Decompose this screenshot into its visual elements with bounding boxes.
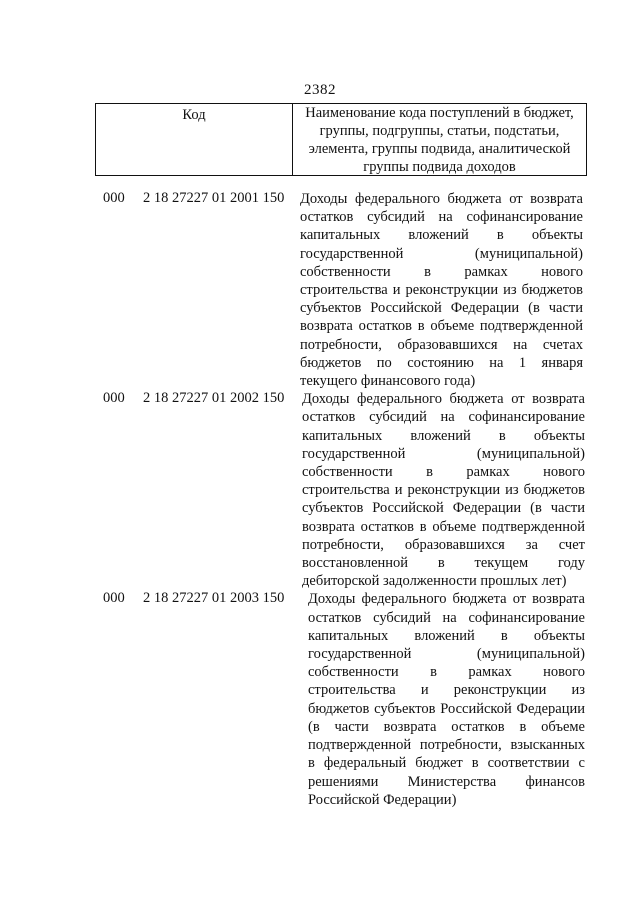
revenue-code: 2 18 27227 01 2003 150 xyxy=(143,590,285,607)
revenue-code: 2 18 27227 01 2002 150 xyxy=(143,390,285,407)
table-row xyxy=(0,390,640,590)
header-name-label: Наименование кода поступлений в бюджет, группы, подгруппы, статьи, подстатьи, элемента, группы подвида, аналитической группы подвида доходов xyxy=(305,105,574,175)
revenue-code: 2 18 27227 01 2001 150 xyxy=(143,190,285,206)
table-row xyxy=(0,590,640,808)
header-code-label: Код xyxy=(96,104,293,175)
table-row xyxy=(0,190,640,390)
page-number: 2382 xyxy=(304,82,336,98)
admin-code: 000 xyxy=(103,390,125,407)
revenue-description: Доходы федерального бюджета от возврата остатков субсидий на софинансирование капитальных вложений в объекты государственной (муниципальной) собственности в рамках нового строительства и реконструкции из бюджетов субъектов Российской Федерации (в части возврата остатков в объеме подтвержденной потребности, взысканных в федеральный бюджет в соответствии с решениями Министерства финансов Российской Федерации) xyxy=(308,591,585,808)
table-body xyxy=(0,190,640,809)
admin-code: 000 xyxy=(103,590,125,607)
table-header xyxy=(95,103,587,176)
revenue-description: Доходы федерального бюджета от возврата остатков субсидий на софинансирование капитальных вложений в объекты государственной (муниципальной) собственности в рамках нового строительства и реконструкции из бюджетов субъектов Российской Федерации (в части возврата остатков в объеме подтвержденной потребности, образовавшихся за счет восстановленной в текущем году дебиторской задолженности прошлых лет) xyxy=(302,391,585,590)
admin-code: 000 xyxy=(103,190,125,206)
revenue-description: Доходы федерального бюджета от возврата остатков субсидий на софинансирование капитальных вложений в объекты государственной (муниципальной) собственности в рамках нового строительства и реконструкции из бюджетов субъектов Российской Федерации (в части возврата остатков в объеме подтвержденной потребности, образовавшихся на счетах бюджетов по состоянию на 1 января текущего финансового года) xyxy=(300,191,583,390)
